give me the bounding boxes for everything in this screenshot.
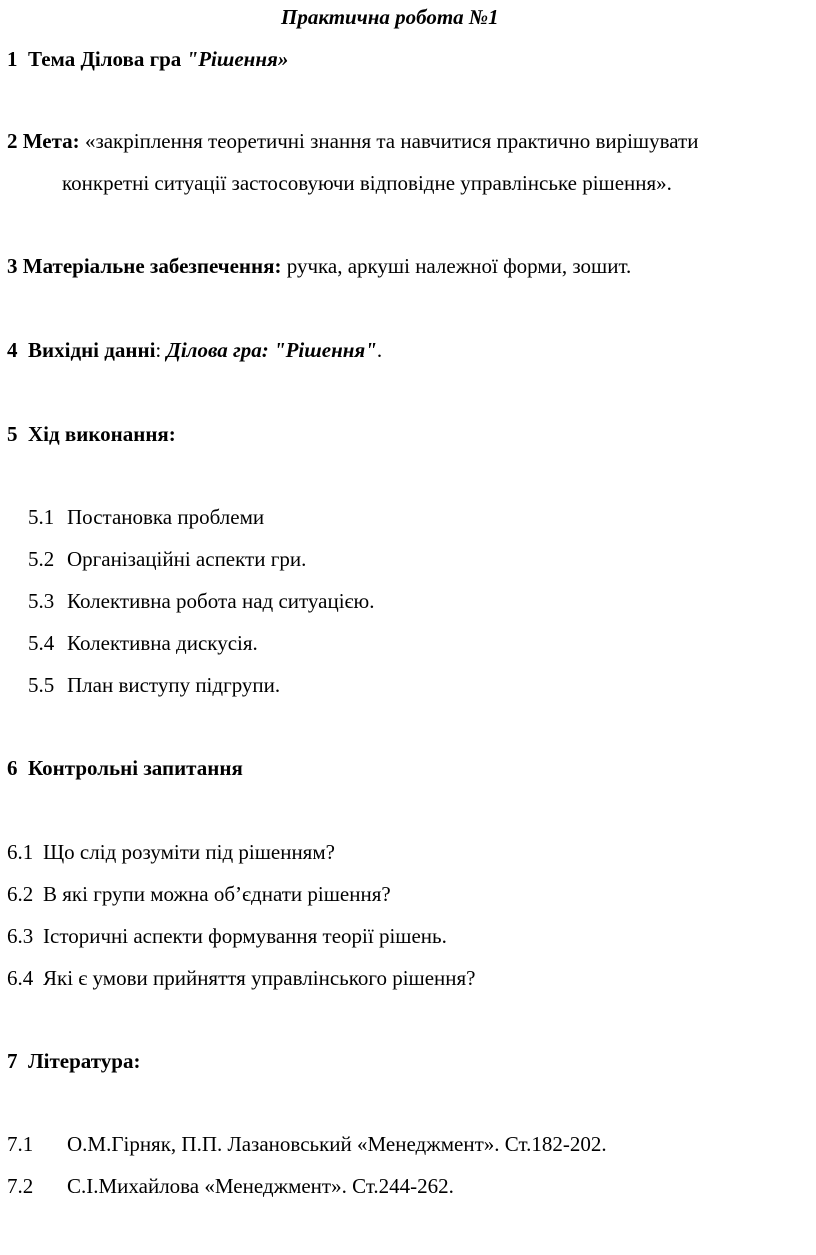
section-3-number: 3 [7,254,18,278]
list-item-text: Колективна робота над ситуацією. [67,589,375,613]
section-4-value: Ділова гра: "Рішення" [161,338,377,362]
list-item [28,549,306,570]
list-item-text: Що слід розуміти під рішенням? [43,840,335,864]
list-item [7,1176,454,1197]
section-5-label: Хід виконання: [28,422,176,446]
list-item-text: С.І.Михайлова «Менеджмент». Ст.244-262. [67,1174,454,1198]
list-item-text: Постановка проблеми [67,505,265,529]
section-2-label: Мета: [22,129,80,153]
list-item-number: 5.1 [28,505,55,529]
section-3 [7,256,631,277]
section-2-line-2: конкретні ситуації застосовуючи відповідне управлінське рішення». [62,171,672,195]
list-item-text: Колективна дискусія. [67,631,258,655]
list-item-number: 7.2 [7,1174,34,1198]
list-item [7,926,447,947]
list-item [28,633,258,654]
section-6-heading [7,758,243,779]
list-item-text: О.М.Гірняк, П.П. Лазановський «Менеджмент». Ст.182-202. [67,1132,607,1156]
section-7-heading [7,1051,140,1072]
section-2-text-line-1: «закріплення теоретичні знання та навчитися практично вирішувати [79,129,699,153]
section-1 [7,49,288,70]
section-4-number: 4 [7,338,18,362]
section-4 [7,340,382,361]
section-2-number: 2 [7,129,18,153]
section-1-label: Тема Ділова гра [28,47,187,71]
list-item-text: Історичні аспекти формування теорії рішень. [43,924,447,948]
page-title: Практична робота №1 [281,5,499,29]
list-item-number: 5.4 [28,631,55,655]
section-1-number: 1 [7,47,18,71]
list-item [28,591,374,612]
section-6-label: Контрольні запитання [28,756,243,780]
section-2-line-1 [7,131,698,152]
list-item-number: 5.2 [28,547,55,571]
list-item-text: В які групи можна об’єднати рішення? [43,882,391,906]
list-item [7,968,475,989]
list-item-number: 6.4 [7,966,34,990]
section-1-value: "Рішення» [186,47,289,71]
list-item-number: 6.3 [7,924,34,948]
list-item-number: 7.1 [7,1132,34,1156]
section-7-label: Література: [28,1049,141,1073]
list-item [28,507,264,528]
list-item [28,675,280,696]
list-item [7,842,335,863]
list-item-text: План виступу підгрупи. [67,673,281,697]
list-item-number: 5.5 [28,673,55,697]
section-3-value: ручка, аркуші належної форми, зошит. [281,254,632,278]
list-item-number: 6.1 [7,840,34,864]
list-item-number: 6.2 [7,882,34,906]
list-item-text: Які є умови прийняття управлінського рішення? [43,966,476,990]
section-7-number: 7 [7,1049,18,1073]
section-4-colon: : [155,338,162,362]
section-4-end: . [376,338,383,362]
list-item [7,884,391,905]
list-item-text: Організаційні аспекти гри. [67,547,307,571]
section-5-heading [7,424,176,445]
list-item [7,1134,607,1155]
section-5-number: 5 [7,422,18,446]
section-4-label: Вихідні данні [28,338,156,362]
section-6-number: 6 [7,756,18,780]
list-item-number: 5.3 [28,589,55,613]
section-3-label: Матеріальне забезпечення: [22,254,282,278]
